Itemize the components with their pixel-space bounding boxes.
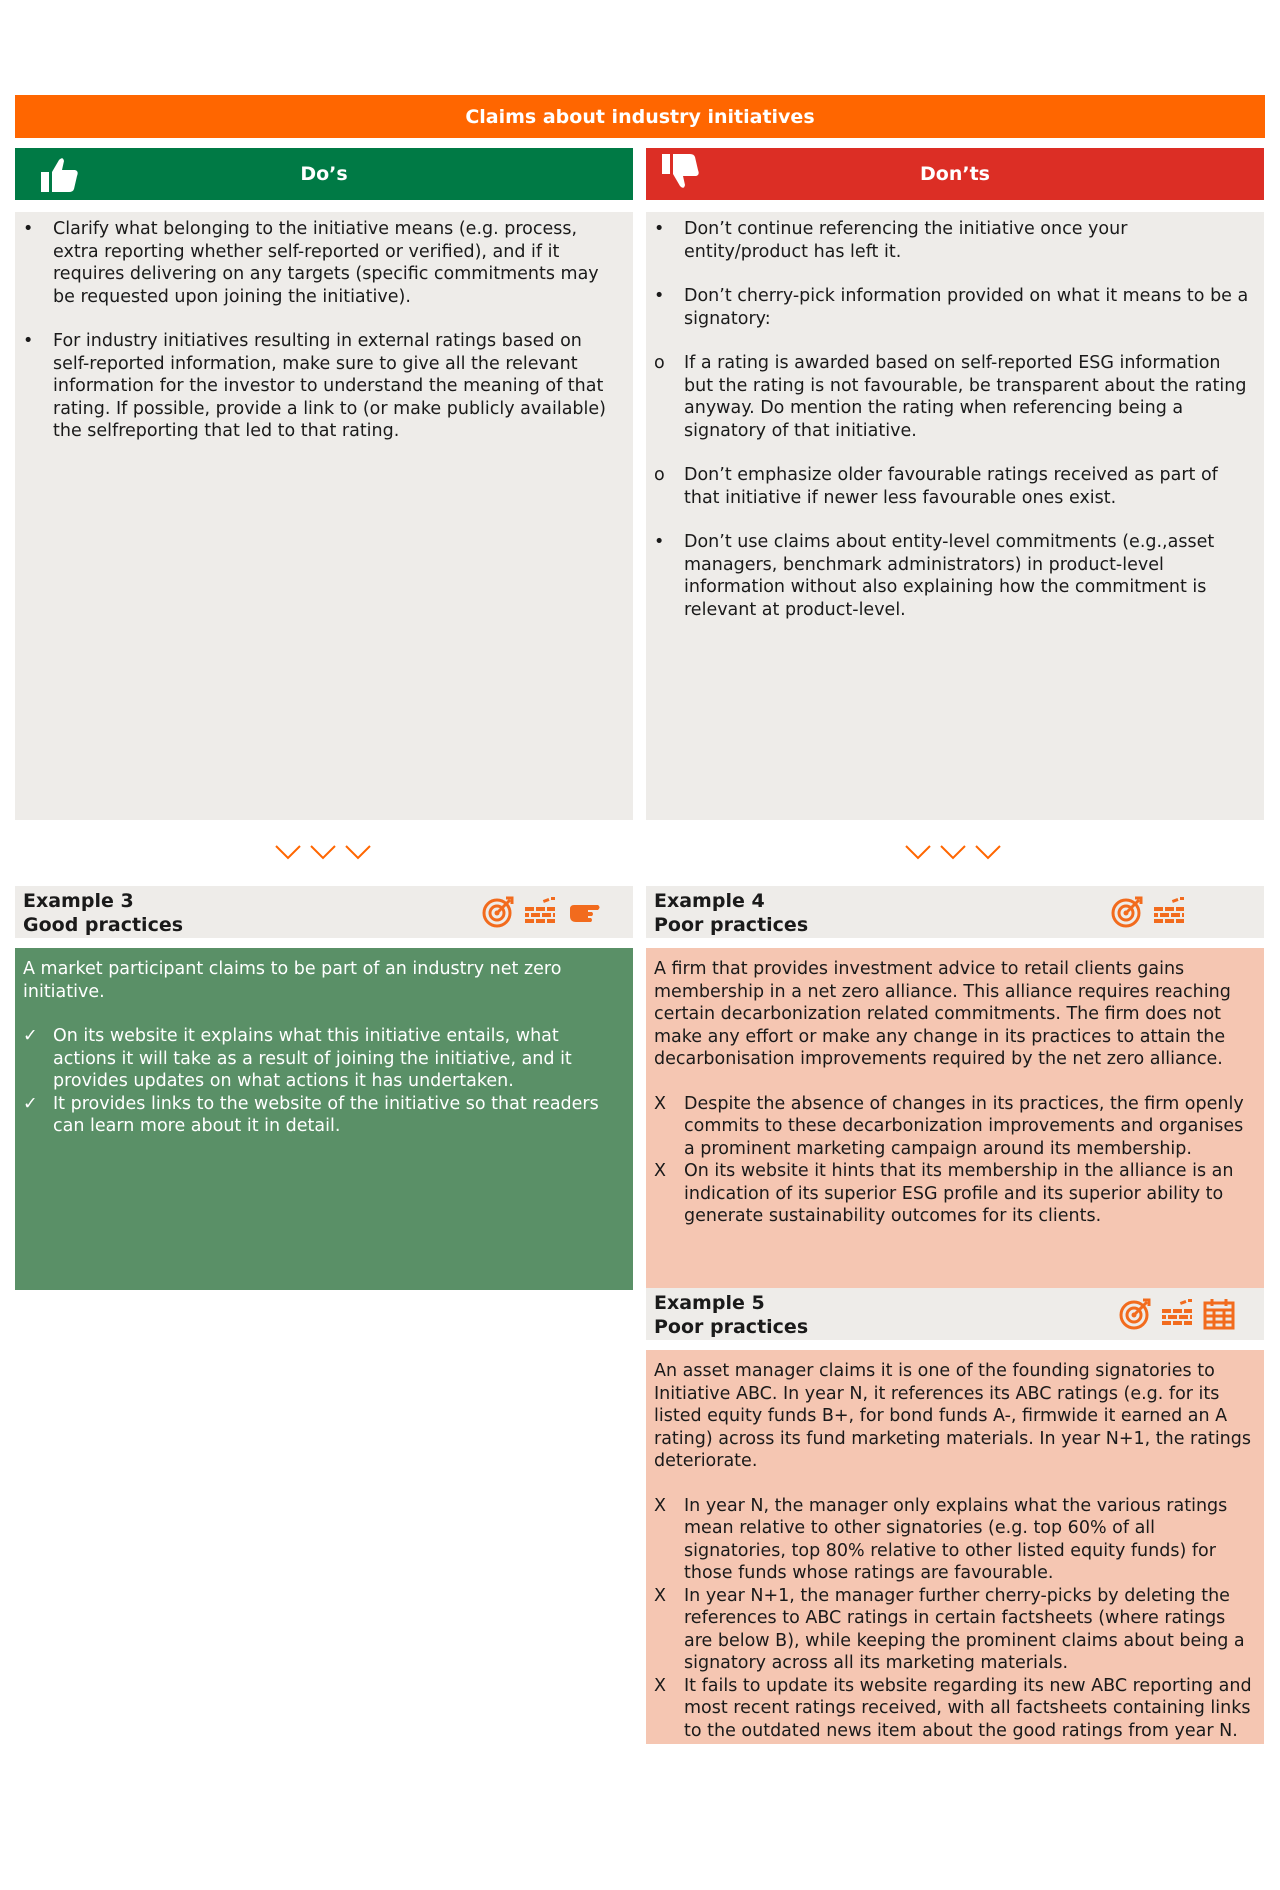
donts-item: • Don’t use claims about entity-level commitments (e.g.,asset managers, benchmark administrators) in product-level information without also explaining how the commitment is relevant at product-level. (654, 532, 1215, 620)
donts-header (646, 148, 1264, 200)
example5-item: X In year N, the manager only explains what the various ratings mean relative to other signatories (e.g. top 60% of all signatories, top 80% relative to other listed equity funds) for those funds whose ratings are favourable. (654, 1495, 1228, 1583)
example3-label: Example 3 (23, 890, 134, 912)
example3-item: ✓ On its website it explains what this initiative entails, what actions it will take as a result of joining the initiative, and it provides updates on what actions it has undertaken. (23, 1026, 572, 1091)
target-icon (1110, 895, 1144, 929)
wall-icon (1152, 895, 1186, 929)
thumbs-up-icon (39, 156, 79, 194)
dos-panel (15, 212, 633, 820)
chevron-down-icon (263, 842, 383, 864)
example3-body (15, 948, 633, 1290)
thumbs-down-icon (660, 152, 700, 190)
donts-subitem: o If a rating is awarded based on self-reported ESG information but the rating is not favourable, be transparent about the rating anyway. Do mention the rating when referencing being a signatory of that initiative. (654, 353, 1247, 441)
calendar-icon (1202, 1297, 1236, 1331)
donts-item: • Don’t continue referencing the initiative once your entity/product has left it. (654, 219, 1128, 262)
pointing-hand-icon (565, 895, 605, 929)
target-icon (481, 895, 515, 929)
chevron-down-icon (893, 842, 1013, 864)
example5-item: X It fails to update its website regarding its new ABC reporting and most recent ratings received, with all factsheets containing links to the outdated news item about the good ratings from year N. (654, 1675, 1252, 1741)
example5-item: X In year N+1, the manager further cherry-picks by deleting the references to ABC ratings in certain factsheets (where ratings are below B), while keeping the prominent claims about being a signatory across all its marketing materials. (654, 1585, 1245, 1673)
donts-heading: Don’ts (920, 163, 990, 185)
example4-sublabel: Poor practices (654, 914, 809, 936)
wall-icon (1160, 1297, 1194, 1331)
example5-header (646, 1288, 1264, 1340)
example4-label: Example 4 (654, 890, 765, 912)
wall-icon (523, 895, 557, 929)
page-title: Claims about industry initiatives (15, 95, 1265, 138)
target-icon (1118, 1297, 1152, 1331)
example4-intro: A firm that provides investment advice to retail clients gains membership in a net zero alliance. This alliance requires reaching certain decarbonization related commitments. The firm does not make any effort or make any change in its practices to attain the decarbonisation improvements required by the net zero alliance. (654, 959, 1231, 1069)
dos-item: • Clarify what belonging to the initiative means (e.g. process, extra reporting whether self-reported or verified), and if it requires delivering on any targets (specific commitments may be requested upon joining the initiative). (23, 219, 599, 307)
dos-heading: Do’s (300, 163, 348, 185)
donts-panel (646, 212, 1264, 820)
example3-sublabel: Good practices (23, 914, 184, 936)
example4-body (646, 948, 1264, 1290)
example5-label: Example 5 (654, 1292, 765, 1314)
example5-sublabel: Poor practices (654, 1316, 809, 1338)
donts-item: • Don’t cherry-pick information provided on what it means to be a signatory: (654, 286, 1249, 329)
dos-item: • For industry initiatives resulting in external ratings based on self-reported information, make sure to give all the relevant information for the investor to understand the meaning of that rating. If possible, provide a link to (or make publicly available) the selfreporting that led to that rating. (23, 331, 606, 441)
example3-item: ✓ It provides links to the website of the initiative so that readers can learn more about it in detail. (23, 1093, 599, 1136)
example3-intro: A market participant claims to be part of an industry net zero initiative. (23, 959, 562, 1002)
example5-body (646, 1350, 1264, 1744)
example5-intro: An asset manager claims it is one of the founding signatories to Initiative ABC. In year N, it references its ABC ratings (e.g. for its listed equity funds B+, for bond funds A-, firmwide it earned an A rating) across its fund marketing materials. In year N+1, the ratings deteriorate. (654, 1361, 1251, 1471)
example4-header (646, 886, 1264, 938)
donts-subitem: o Don’t emphasize older favourable ratings received as part of that initiative if newer less favourable ones exist. (654, 465, 1218, 508)
example4-item: X Despite the absence of changes in its practices, the firm openly commits to these decarbonization improvements and organises a prominent marketing campaign around its membership. (654, 1093, 1244, 1159)
example4-item: X On its website it hints that its membership in the alliance is an indication of its superior ESG profile and its superior ability to generate sustainability outcomes for its clients. (654, 1161, 1234, 1226)
dos-header (15, 148, 633, 200)
example3-header (15, 886, 633, 938)
